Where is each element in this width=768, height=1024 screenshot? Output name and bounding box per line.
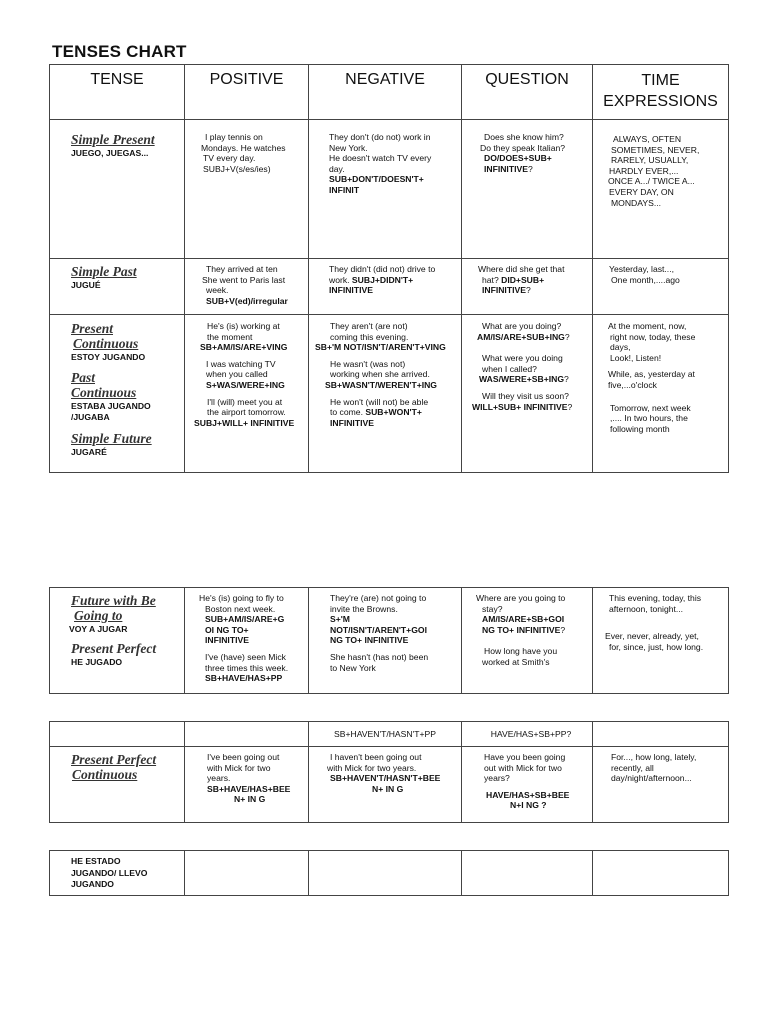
example-line: I haven't been going out [330,752,422,762]
row-he-estado [50,851,729,896]
spanish-translation: HE ESTADO [71,856,121,866]
formula: N+ IN G [234,794,266,805]
example-line [329,275,457,286]
example-line: She hasn't (has not) been [330,651,429,662]
spanish-translation: JUGANDO [71,879,114,890]
formula-text: NG TO+ INFINITIVE [482,624,561,635]
spanish-translation: JUEGO, JUEGAS... [71,148,149,158]
example-line: to New York [330,662,376,673]
time-line: One month,....ago [611,274,680,285]
formula-tail: ? [564,374,569,385]
tense-cell [50,259,185,315]
example-line: Have you been going [484,752,566,762]
negative-cell [309,747,462,823]
example-line: I'll (will) meet you at [207,396,283,407]
example-line: three times this week. [205,662,289,673]
time-line: HARDLY EVER,... [609,165,679,176]
tenses-table-perfect-continuous [49,721,729,823]
formula: SB+HAVEN'T/HASN'T+BEE [330,773,441,784]
tense-name-part: Future with [71,593,141,608]
example-line: working when she arrived. [330,369,430,380]
positive-cell [185,259,309,315]
formula [479,374,588,385]
page-title: TENSES CHART [52,42,187,61]
example-line: when I called? [482,363,537,374]
example-line: They're (are) not going to [330,593,427,603]
empty-cell [593,722,729,747]
formula [472,402,588,413]
formula: SB+HAVEN'T/HASN'T+PP [334,728,436,739]
time-line: Tomorrow, next week [610,402,691,413]
example-line: New York. [329,142,368,153]
example-line: He won't (will not) be able [330,396,429,407]
formula-tail: ? [567,401,573,412]
time-line: afternoon, tonight... [609,603,684,614]
time-line: ,.... In two hours, the [610,413,688,424]
formula: SB+HAVE/HAS+BEE [207,783,291,794]
formula-text: INFINITIVE [482,285,526,296]
formula: OI NG TO+ [205,624,249,635]
example-line [482,275,588,286]
formula: NOT/ISN'T/AREN'T+GOI [330,624,427,635]
example-line: They don't (do not) work in [329,132,431,142]
example-line: worked at Smith's [482,656,550,667]
formula: SUB+DON'T/DOESN'T+ [329,174,424,185]
example-line: the airport tomorrow. [207,407,286,418]
empty-cell [185,851,309,896]
example-text: work. [329,274,352,285]
tense-name: Simple Future [71,430,152,446]
question-cell [462,747,593,823]
tense-name: Present [71,321,113,336]
example-line: I was watching TV [206,358,276,369]
row-simple-past [50,259,729,315]
tense-cell [50,588,185,694]
tense-name [71,593,184,608]
time-line: MONDAYS... [611,197,661,208]
spanish-translation: VOY A JUGAR [69,624,128,634]
time-line: RARELY, USUALLY, [611,155,689,166]
formula: SUBJ+V(s/es/ies) [203,163,271,174]
tenses-table-last [49,850,729,896]
formula: SB+HAVE/HAS+PP [205,673,283,684]
time-line: SOMETIMES, NEVER, [611,144,700,155]
formula: AM/IS/ARE+SB+GOI [482,614,565,625]
question-cell [462,315,593,473]
time-line: For..., how long, lately, [611,752,697,762]
tense-cell [50,120,185,259]
empty-cell [185,722,309,747]
example-line: She went to Paris last [202,274,286,285]
example-line: They didn't (did not) drive to [329,264,436,274]
header-time-expressions-text: TIME EXPRESSIONS [603,72,718,110]
formula: SUB+AM/IS/ARE+G [205,614,285,625]
formula [482,285,588,296]
tense-name: Continuous [72,767,138,782]
formula: INFINIT [329,184,360,195]
time-line: recently, all [611,762,654,773]
tenses-table-future-perfect [49,587,729,694]
example-line: I've been going out [207,752,280,762]
formula [484,164,588,175]
time-expressions-cell [593,588,729,694]
tenses-table-main [49,64,729,473]
negative-cell [309,588,462,694]
example-line: Where did she get that [478,264,565,274]
tense-name: Simple Present [71,132,155,147]
negative-cell [309,259,462,315]
tense-name-part: Be [140,593,156,608]
example-line: stay? [482,603,503,614]
example-line: What were you doing [482,353,563,364]
formula: SUB+V(ed)/irregular [206,295,288,306]
time-line: While, as, yesterday at [608,369,695,380]
example-line: out with Mick for two [484,762,562,773]
example-line: day. [329,163,345,174]
formula: N+ IN G [372,783,404,794]
spanish-translation: ESTOY JUGANDO [71,352,146,362]
example-line: He's (is) going to fly to [199,593,284,603]
formula: SUBJ+WILL+ INFINITIVE [194,417,295,428]
formula: HAVE/HAS+SB+BEE [486,789,570,800]
header-positive: POSITIVE [185,65,309,120]
formula-inline: SUB+WON'T+ [365,407,422,418]
formula [482,625,588,636]
spanish-translation: /JUGABA [71,412,110,423]
time-expressions-cell [593,747,729,823]
time-line: five,...o'clock [608,379,657,390]
row-simple-present [50,120,729,259]
formula: SB+AM/IS/ARE+VING [200,342,288,353]
formula-tail: ? [564,331,570,342]
example-line: Mondays. He watches [201,142,286,153]
example-line: Boston next week. [205,603,276,614]
formula: INFINITIVE [330,417,374,428]
row-continuous-future [50,315,729,473]
example-line: the moment [207,331,253,342]
formula: S+'M [330,614,350,625]
formula-text: INFINITIVE [484,163,528,174]
tense-name: Going to [74,608,123,623]
formula-inline: DID+SUB+ [501,274,545,285]
time-line: day/night/afternoon... [611,773,692,784]
example-line: He doesn't watch TV every [329,153,432,164]
example-line: Will they visit us soon? [482,390,569,401]
example-line: years? [484,773,510,784]
example-line: with Mick for two [207,762,271,773]
positive-cell [185,120,309,259]
tense-name: Present Perfect [71,640,157,656]
example-line: I play tennis on [205,132,263,142]
example-line: TV every day. [203,153,256,164]
time-expressions-cell [593,120,729,259]
spanish-translation: JUGANDO/ LLEVO [71,867,148,878]
tense-cell [50,315,185,473]
time-line: ALWAYS, OFTEN [613,134,682,144]
example-line: I've (have) seen Mick [205,651,286,662]
formula: INFINITIVE [329,285,373,296]
tense-name: Past [71,369,96,385]
question-cell [462,259,593,315]
formula: SB+WASN'T/WEREN'T+ING [325,379,437,390]
example-text: to come. [330,407,366,418]
negative-cell [309,315,462,473]
example-line: week. [206,285,229,296]
spanish-translation: ESTABA JUGANDO [71,400,151,411]
formula: INFINITIVE [205,635,249,646]
question-cell [462,588,593,694]
negative-cell [309,722,462,747]
header-tense: TENSE [50,65,185,120]
formula: NG TO+ INFINITIVE [330,635,409,646]
time-line: days, [610,342,631,353]
positive-cell [185,747,309,823]
spanish-translation: HE JUGADO [71,656,123,667]
tense-name: Simple Past [71,264,137,279]
formula: S+WAS/WERE+ING [206,379,285,390]
formula-inline: SUBJ+DIDN'T+ [351,274,414,285]
formula-tail: ? [560,624,566,635]
time-line: Ever, never, already, yet, [605,631,699,642]
tense-name: Continuous [73,336,139,351]
header-negative: NEGATIVE [309,65,462,120]
formula-text: WILL+SUB+ INFINITIVE [472,401,568,412]
formula: HAVE/HAS+SB+PP? [490,728,572,739]
row-present-perfect-continuous [50,747,729,823]
example-text: hat? [482,274,502,285]
empty-cell [462,851,593,896]
time-line: This evening, today, this [609,593,702,603]
example-line [330,407,457,418]
example-line: They arrived at ten [206,264,278,274]
time-line: for, since, just, how long. [609,641,704,652]
example-line: Does she know him? [484,132,564,142]
formula [477,332,588,343]
formula-text: AM/IS/ARE+SUB+ING [477,331,565,342]
header-question: QUESTION [462,65,593,120]
question-cell [462,722,593,747]
formula-tail: ? [527,163,533,174]
example-line: invite the Browns. [330,603,398,614]
negative-cell [309,120,462,259]
spanish-translation: JUGARÉ [71,446,107,457]
empty-cell [593,851,729,896]
question-cell [462,120,593,259]
time-line: following month [610,423,670,434]
time-line: right now, today, these [610,331,696,342]
example-line: Where are you going to [476,593,566,603]
example-line: How long have you [484,646,558,657]
tense-cell [50,851,185,896]
time-expressions-cell [593,315,729,473]
header-time-expressions [593,65,729,120]
example-line: with Mick for two years. [327,762,417,773]
empty-cell [50,722,185,747]
example-line: What are you doing? [482,321,562,331]
positive-cell [185,315,309,473]
tense-name: Present Perfect [71,752,157,767]
formula: DO/DOES+SUB+ [484,153,552,164]
time-expressions-cell [593,259,729,315]
formula-tail: ? [525,285,531,296]
positive-cell [185,588,309,694]
tense-name: Continuous [71,384,137,400]
row-going-to-present-perfect [50,588,729,694]
time-line: ONCE A.../ TWICE A... [608,176,695,187]
spanish-translation: JUGUÉ [71,280,101,290]
row-perfect-formulas [50,722,729,747]
time-line: At the moment, now, [608,321,687,331]
formula: N+I NG ? [510,800,547,811]
time-line: Look!, Listen! [610,352,662,363]
tense-cell [50,747,185,823]
example-line: coming this evening. [330,331,409,342]
example-line: They aren't (are not) [330,321,408,331]
example-line: He's (is) working at [207,321,280,331]
time-line: Yesterday, last..., [609,264,674,274]
empty-cell [309,851,462,896]
example-line: when you called [206,369,268,380]
example-line: Do they speak Italian? [480,142,566,153]
header-row [50,65,729,120]
formula: SB+'M NOT/ISN'T/AREN'T+VING [315,342,446,353]
time-line: EVERY DAY, ON [609,186,674,197]
example-line: He wasn't (was not) [330,358,406,369]
formula-text: WAS/WERE+SB+ING [479,374,564,385]
example-line: years. [207,773,231,784]
